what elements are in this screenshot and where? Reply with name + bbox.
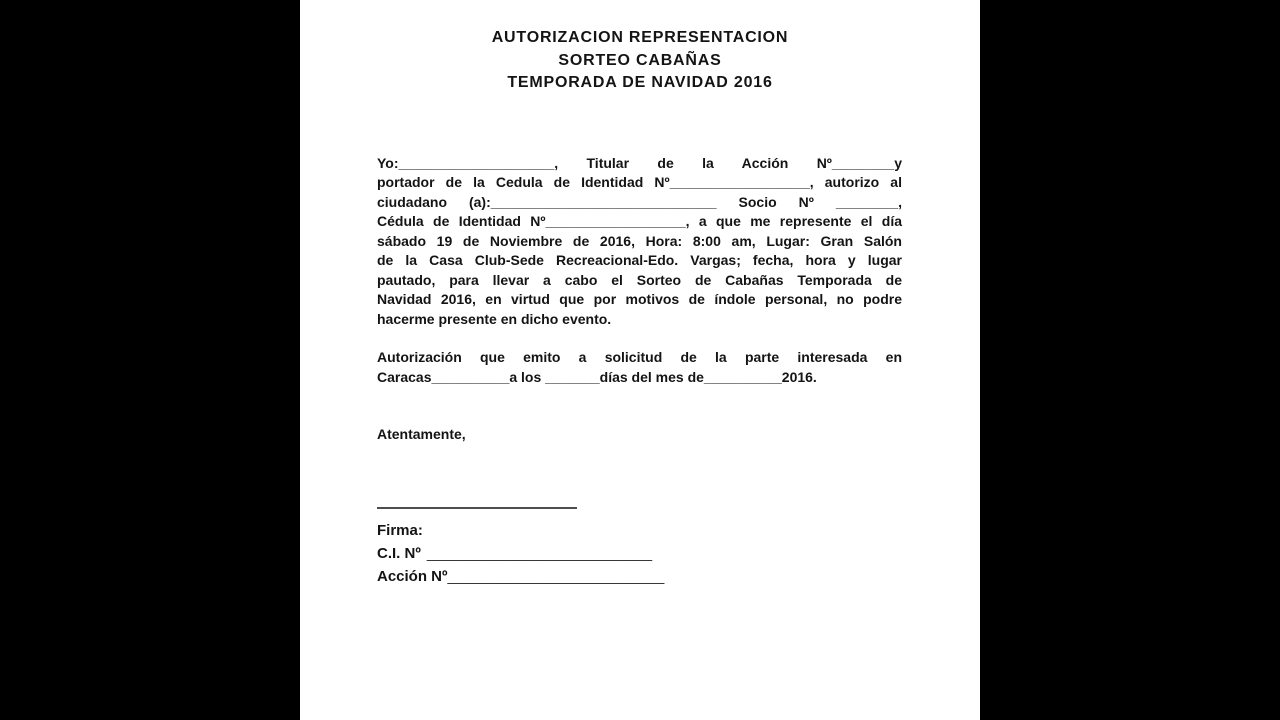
paragraph1-line: de la Casa Club-Sede Recreacional-Edo. Vargas; fecha, hora y lugar: [377, 252, 902, 268]
paragraph1-line: Yo:____________________, Titular de la Acción Nº________y: [377, 154, 902, 171]
document-title: [300, 27, 980, 95]
accion-blank-line: __________________________: [447, 567, 665, 585]
title-line-2: SORTEO CABAÑAS: [558, 51, 722, 69]
document-body: [377, 154, 902, 588]
accion-row: [377, 565, 902, 588]
signature-block: [377, 519, 902, 588]
title-line-3: TEMPORADA DE NAVIDAD 2016: [507, 74, 773, 91]
paragraph1-line: pautado, para llevar a cabo el Sorteo de Cabañas Temporada de: [377, 271, 902, 288]
document-page: [300, 0, 980, 720]
ci-row: [377, 542, 902, 565]
paragraph2-line: Caracas__________a los _______días del mes de__________2016.: [377, 368, 817, 385]
paragraph1-line: Navidad 2016, en virtud que por motivos de índole personal, no podre: [377, 291, 902, 307]
ci-blank-line: ___________________________: [426, 544, 653, 562]
signature-line: [377, 507, 577, 509]
closing-salutation: Atentamente,: [377, 426, 466, 442]
title-line-1: AUTORIZACION REPRESENTACION: [491, 29, 789, 46]
paragraph2-line: Autorización que emito a solicitud de la parte interesada en: [377, 349, 902, 365]
paragraph1-line: Cédula de Identidad Nº__________________, a que me represente el día: [377, 213, 902, 229]
paragraph1-line: sábado 19 de Noviembre de 2016, Hora: 8:00 am, Lugar: Gran Salón: [377, 232, 902, 249]
paragraph1-line: hacerme presente en dicho evento.: [377, 310, 612, 327]
firma-label: Firma:: [377, 521, 423, 539]
paragraph1-line: portador de la Cedula de Identidad Nº__________________, autorizo al: [377, 174, 902, 190]
authorization-paragraph: [377, 154, 902, 330]
ci-label: C.I. Nº: [377, 544, 421, 562]
paragraph1-line: ciudadano (a):_____________________________ Socio Nº ________,: [377, 193, 902, 210]
accion-label: Acción Nº: [377, 567, 448, 585]
issuance-paragraph: [377, 348, 902, 387]
